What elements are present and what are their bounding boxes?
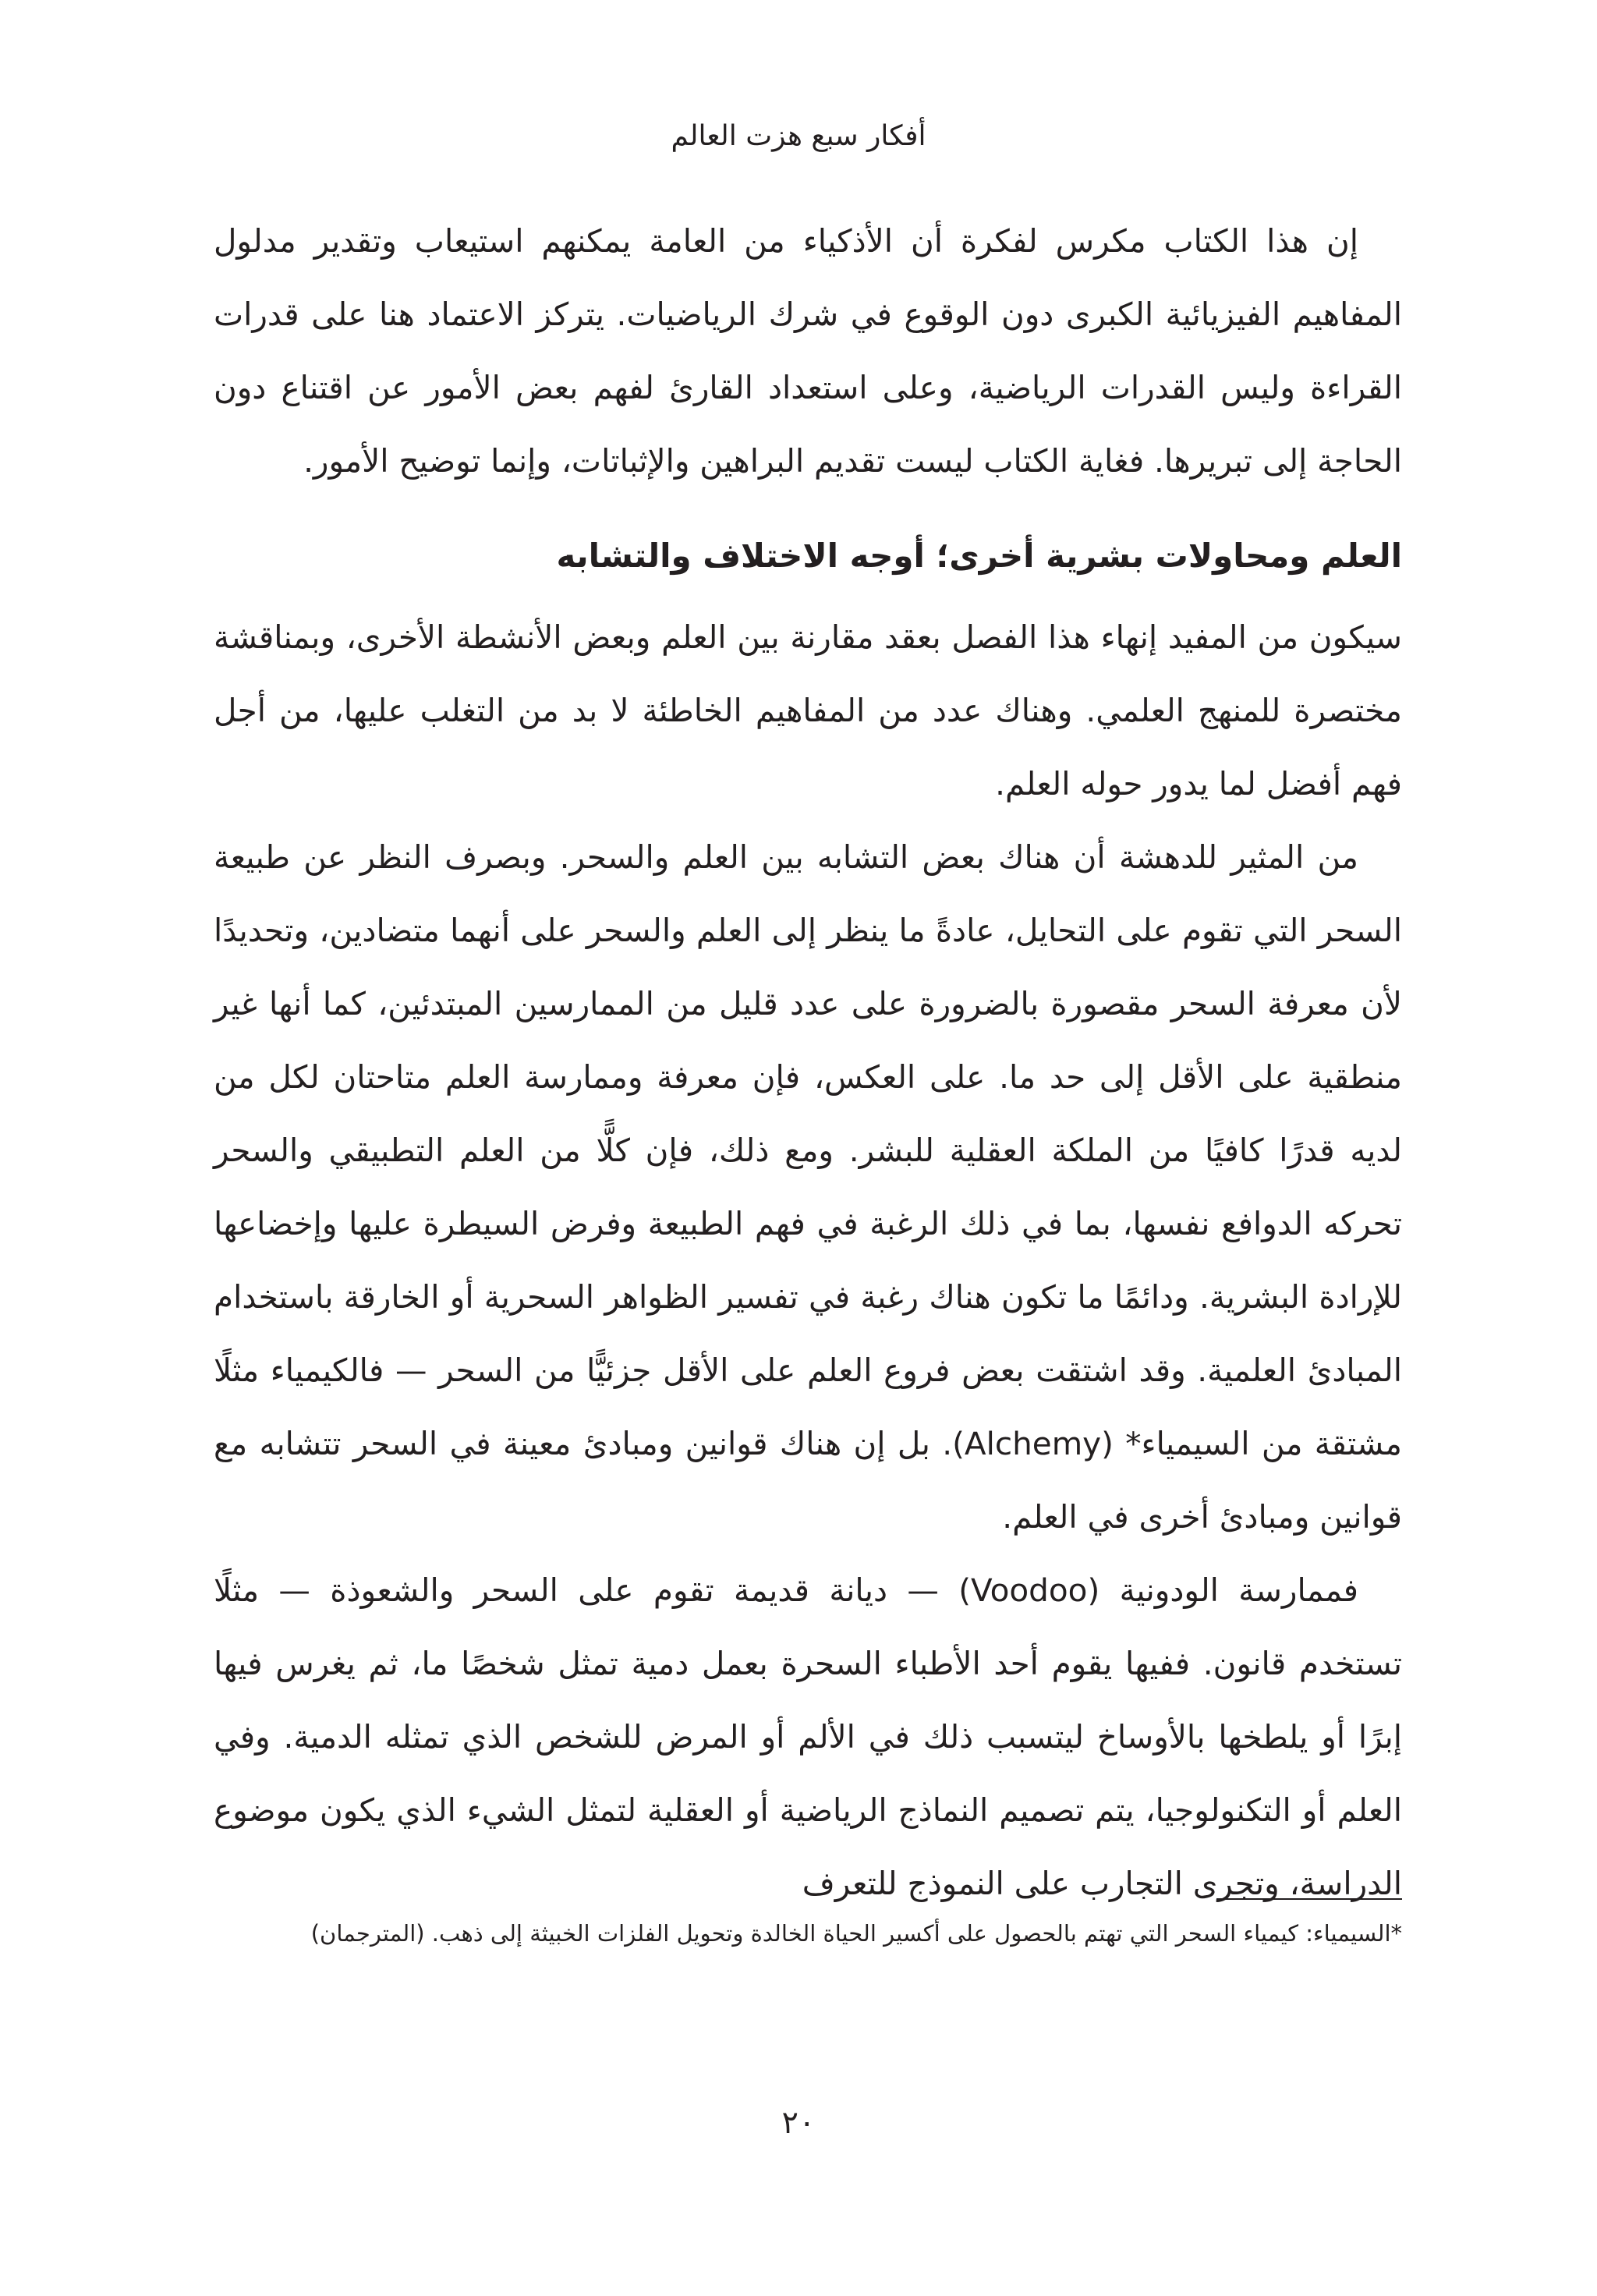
paragraph-comparison: سيكون من المفيد إنهاء هذا الفصل بعقد مقارنة بين العلم وبعض الأنشطة الأخرى، وبمناقشة مختصرة للمنهج العلمي. وهناك عدد من المفاهيم الخاطئة لا بد من التغلب عليها، من أجل فهم أفضل لما يدور حوله العلم.	[214, 618, 1402, 803]
running-header: أفكار سبع هزت العالم	[671, 120, 926, 152]
footnote: *السيمياء: كيمياء السحر التي تهتم بالحصول على أكسير الحياة الخالدة وتحويل الفلزات الخبيثة إلى ذهب. (المترجمان)	[310, 1920, 1402, 1947]
section-heading: العلم ومحاولات بشرية أخرى؛ أوجه الاختلاف والتشابه	[556, 537, 1402, 575]
paragraph-intro: إن هذا الكتاب مكرس لفكرة أن الأذكياء من العامة يمكنهم استيعاب وتقدير مدلول المفاهيم الفيزيائية الكبرى دون الوقوع في شرك الرياضيات. يتركز الاعتماد هنا على قدرات القراءة وليس القدرات الرياضية، وعلى استعداد القارئ لفهم بعض الأمور عن اقتناع دون الحاجة إلى تبريرها. فغاية الكتاب ليست تقديم البراهين والإثباتات، وإنما توضيح الأمور.	[214, 222, 1402, 480]
footnote-divider	[1216, 1898, 1402, 1900]
body-text	[214, 204, 1402, 1920]
paragraph-science-magic: من المثير للدهشة أن هناك بعض التشابه بين العلم والسحر. وبصرف النظر عن طبيعة السحر التي تقوم على التحايل، عادةً ما ينظر إلى العلم والسحر على أنهما متضادين، وتحديدًا لأن معرفة السحر مقصورة بالضرورة على عدد قليل من الممارسين المبتدئين، كما أنها غير منطقية على الأقل إلى حد ما. على العكس، فإن معرفة وممارسة العلم متاحتان لكل من لديه قدرًا كافيًا من الملكة العقلية للبشر. ومع ذلك، فإن كلًّا من العلم التطبيقي والسحر تحركه الدوافع نفسها، بما في ذلك الرغبة في فهم الطبيعة وفرض السيطرة عليها وإخضاعها للإرادة البشرية. ودائمًا ما تكون هناك رغبة في تفسير الظواهر السحرية أو الخارقة باستخدام المبادئ العلمية. وقد اشتقت بعض فروع العلم على الأقل جزئيًّا من السحر — فالكيمياء مثلًا مشتقة من السيمياء* (Alchemy). بل إن هناك قوانين ومبادئ معينة في السحر تتشابه مع قوانين ومبادئ أخرى في العلم.	[214, 838, 1403, 1536]
paragraph-voodoo: فممارسة الودونية (Voodoo) — ديانة قديمة تقوم على السحر والشعوذة — مثلًا تستخدم قانون. ففيها يقوم أحد الأطباء السحرة بعمل دمية تمثل شخصًا ما، ثم يغرس فيها إبرًا أو يلطخها بالأوساخ ليتسبب ذلك في الألم أو المرض للشخص الذي تمثله الدمية. وفي العلم أو التكنولوجيا، يتم تصميم النماذج الرياضية أو العقلية لتمثل الشيء الذي يكون موضوع الدراسة، وتجرى التجارب على النموذج للتعرف	[214, 1571, 1402, 1902]
page-number: ٢٠	[781, 2105, 816, 2141]
